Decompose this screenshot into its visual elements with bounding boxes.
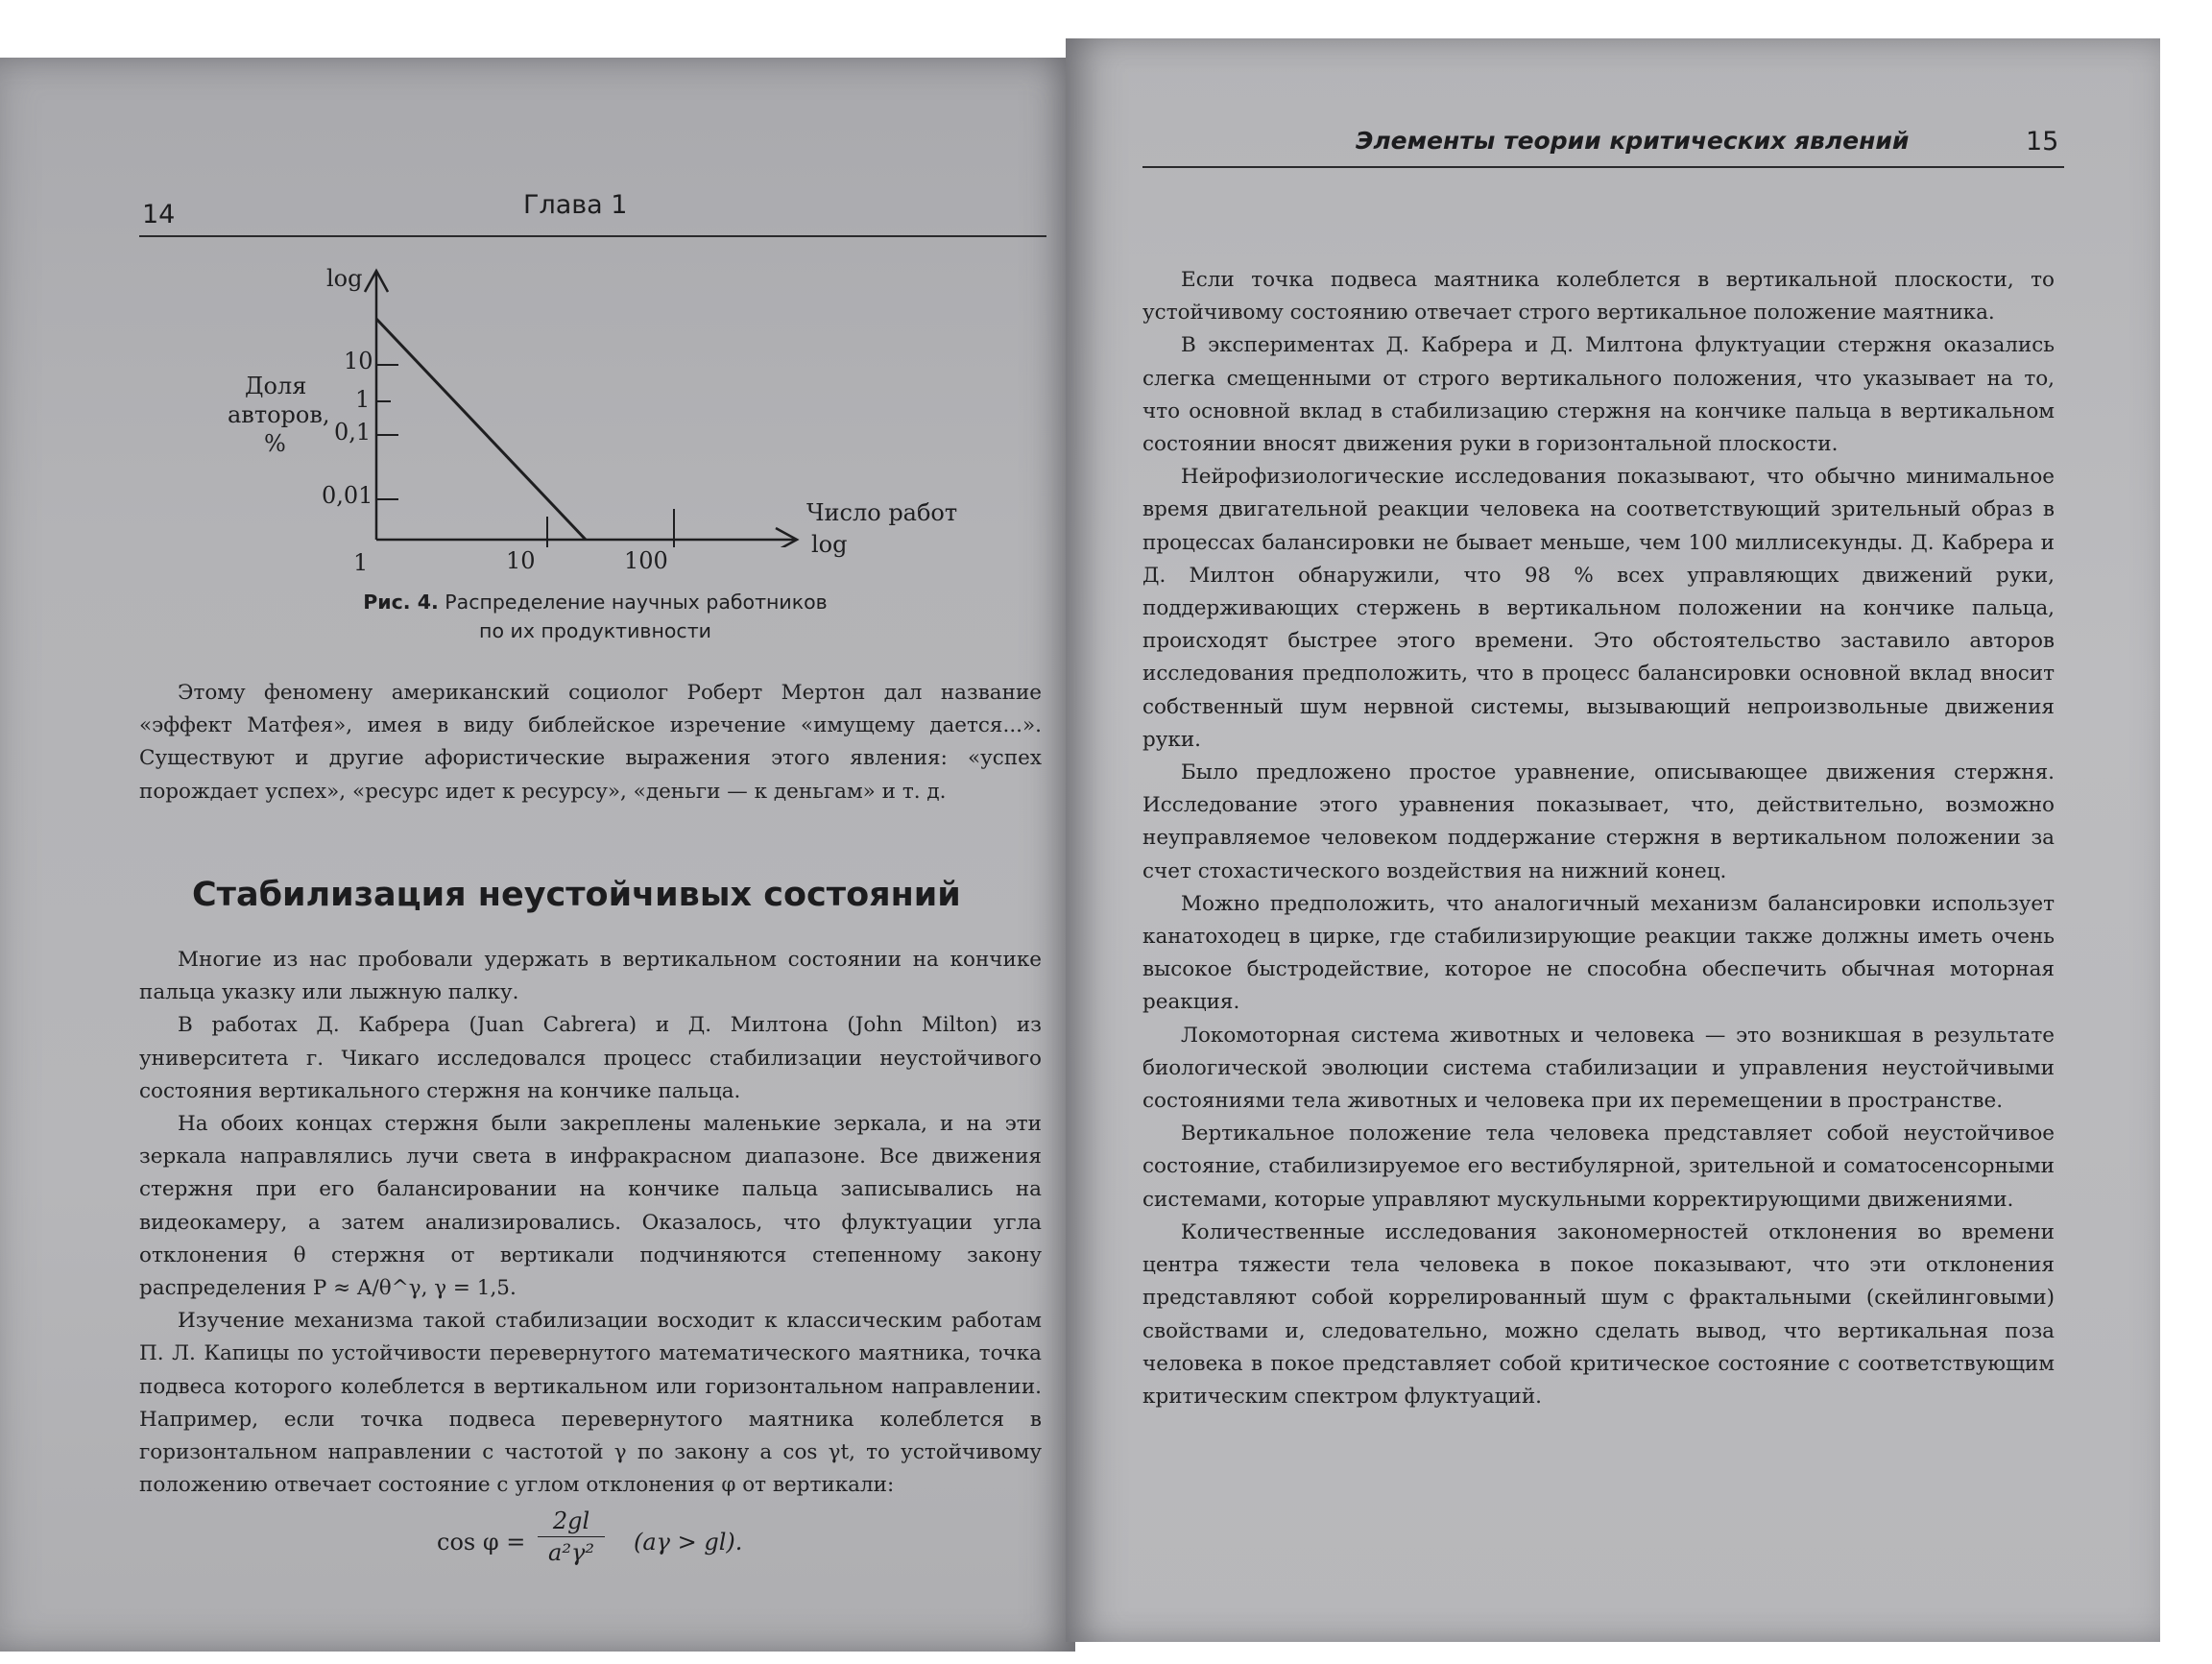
x-axis-label-1: Число работ: [806, 499, 958, 526]
left-paragraph-4: Изучение механизма такой стабилизации восходит к классическим работам П. Л. Капицы по устойчивости перевернутого математического маятника, точка подвеса которого колеблется в вертикальном или горизонтальном направлении. Например, если точка подвеса перевернутого маятника колеблется в горизонтальном направлении с частотой γ по закону a cos γt, то устойчивому положению отвечает состояние с углом отклонения φ от вертикали:: [139, 1309, 1042, 1498]
y-axis-label-2: авторов,: [228, 401, 330, 428]
right-paragraph-6: Локомоторная система животных и человека — это возникшая в результате биологической эволюции система стабилизации и управления неустойчивыми состояниями тела животных и человека при их перемещении в пространстве.: [1142, 1023, 2055, 1114]
left-body-text: [139, 944, 1042, 1502]
y-tick-label-001: 0,01: [322, 482, 373, 509]
right-paragraph-1: Если точка подвеса маятника колеблется в вертикальной плоскости, то устойчивому состоянию отвечает строго вертикальное положение маятника.: [1142, 268, 2055, 326]
kapitsa-formula: [437, 1507, 840, 1584]
x-axis-label-2: log: [811, 531, 848, 558]
figure-caption: [326, 588, 864, 645]
x-origin-label: 1: [353, 549, 369, 576]
right-paragraph-5: Можно предположить, что аналогичный механизм балансировки использует канатоходец в цирке, где стабилизирующие реакции также должны иметь очень высокое быстродействие, которое не способна обеспечить обычная моторная реакция.: [1142, 891, 2055, 1015]
right-paragraph-8: Количественные исследования закономерностей отклонения во времени центра тяжести тела человека в покое показывают, что эти отклонения представляют собой коррелированный шум с фрактальными (скейлинговыми) свойствами и, следовательно, можно сделать вывод, что вертикальная поза человека в покое представляет собой критическое состояние с соответствующим критическим спектром флуктуаций.: [1142, 1219, 2055, 1409]
y-axis-label-1: Доля: [245, 373, 307, 399]
running-head-right: Элементы теории критических явлений: [1356, 127, 1910, 155]
x-tick-label-100: 100: [624, 547, 668, 574]
x-tick-label-10: 10: [506, 547, 536, 574]
formula-numerator: 2gl: [538, 1507, 605, 1537]
formula-condition: (aγ > gl).: [634, 1529, 743, 1555]
left-paragraph-2: В работах Д. Кабрера (Juan Cabrera) и Д. Милтона (John Milton) из университета г. Чикаго исследовался процесс стабилизации неустойчивого состояния вертикального стержня на кончике пальца.: [139, 1013, 1042, 1103]
header-rule-right: [1142, 166, 2064, 168]
distribution-line: [376, 319, 586, 540]
intro-text: [139, 677, 1042, 808]
right-paragraph-4: Было предложено простое уравнение, описывающее движения стержня. Исследование этого уравнения показывает, что, действительно, возможно неуправляемое человеком поддержание стержня в вертикальном положении за счет стохастического воздействия на нижний конец.: [1142, 760, 2055, 883]
x-axis-arrow: [776, 528, 797, 547]
section-heading: Стабилизация неустойчивых состояний: [192, 876, 961, 914]
right-paragraph-2: В экспериментах Д. Кабрера и Д. Милтона флуктуации стержня оказались слегка смещенными от строго вертикального положения, что указывает на то, что основной вклад в стабилизацию стержня на кончике пальца в вертикальном состоянии вносят движения руки в горизонтальной плоскости.: [1142, 333, 2055, 457]
left-paragraph-1: Многие из нас пробовали удержать в вертикальном состоянии на кончике пальца указку или лыжную палку.: [139, 948, 1042, 1005]
right-paragraph-3: Нейрофизиологические исследования показывают, что обычно минимальное время двигательной реакции человека на соответствующий зрительный образ в процессах балансировки не бывает меньше, чем 100 миллисекунды. Д. Кабрера и Д. Милтон обнаружили, что 98 % всех управляющих движений руки, поддерживающих стержень в вертикальном положении на кончике пальца, происходят быстрее этого времени. Это обстоятельство заставило авторов исследования предположить, что в процесс балансировки основной вклад вносит собственный шум нервной системы, вызывающий непроизвольные движения руки.: [1142, 465, 2055, 752]
caption-label: Рис. 4.: [363, 591, 439, 614]
right-body-text: [1142, 264, 2055, 1413]
figure-productivity-distribution: [216, 259, 965, 576]
y-axis-top-label: log: [326, 265, 363, 292]
page-number-left: 14: [142, 200, 176, 229]
left-paragraph-3: На обоих концах стержня были закреплены маленькие зеркала, и на эти зеркала направлялись лучи света в инфракрасном диапазоне. Все движения стержня при его балансировании на кончике пальца записывались на видеокамеру, а затем анализировались. Оказалось, что флуктуации угла отклонения θ стержня от вертикали подчиняются степенному закону распределения P ≈ A/θ^γ, γ = 1,5.: [139, 1112, 1042, 1301]
y-tick-label-01: 0,1: [334, 419, 372, 446]
caption-line-1: Распределение научных работников: [445, 591, 828, 614]
right-paragraph-7: Вертикальное положение тела человека представляет собой неустойчивое состояние, стабилизируемое его вестибулярной, зрительной и соматосенсорными системами, которые управляют мускульными корректирующими движениями.: [1142, 1121, 2055, 1212]
formula-fraction: [538, 1507, 605, 1566]
intro-paragraph: Этому феномену американский социолог Роберт Мертон дал название «эффект Матфея», имея в виду библейское изречение «имущему дается...». Существуют и другие афористические выражения этого явления: «успех порождает успех», «ресурс идет к ресурсу», «деньги — к деньгам» и т. д.: [139, 681, 1042, 804]
formula-lhs: cos φ =: [437, 1529, 526, 1555]
formula-denominator: a²γ²: [548, 1539, 594, 1566]
y-tick-label-10: 10: [344, 348, 373, 374]
running-head-left: Глава 1: [523, 190, 628, 220]
page-number-right: 15: [2026, 127, 2059, 157]
header-rule-left: [139, 235, 1046, 237]
y-axis-label-3: %: [264, 430, 286, 457]
y-tick-label-1: 1: [355, 386, 371, 413]
caption-line-2: по их продуктивности: [479, 619, 711, 642]
